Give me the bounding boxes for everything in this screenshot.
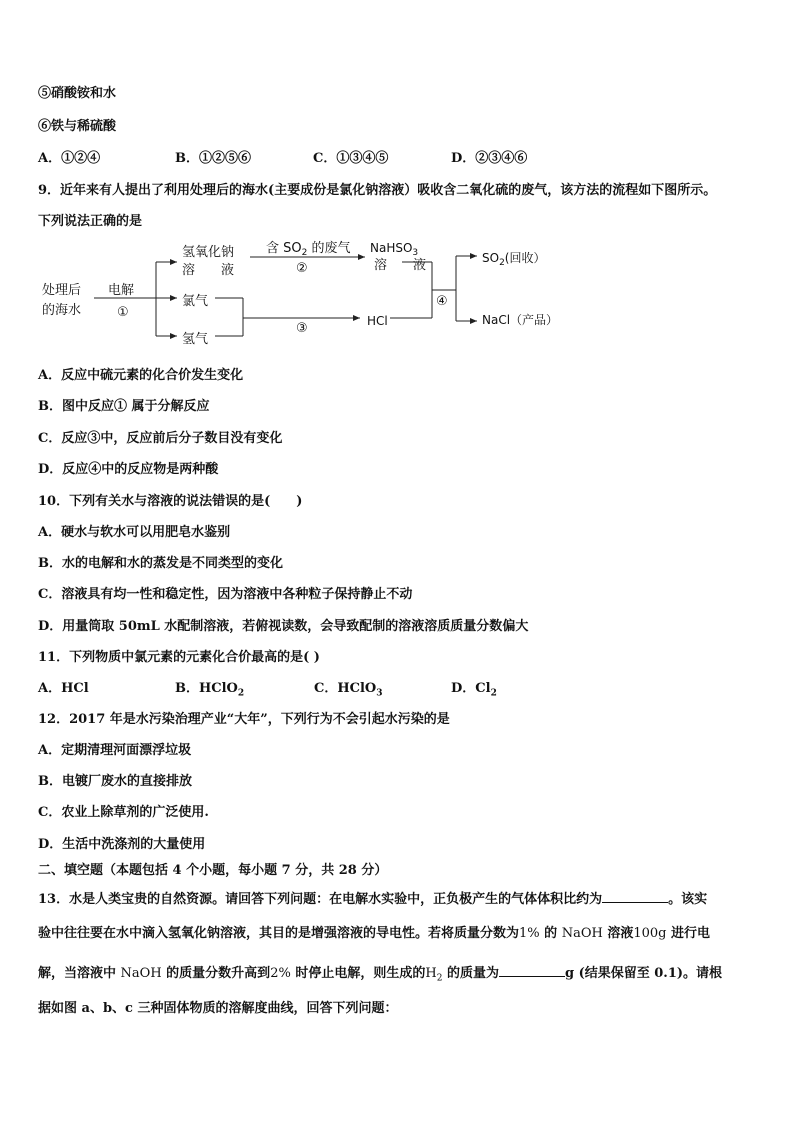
q9-stem-line1: 9．近年来有人提出了利用处理后的海水(主要成份是氯化钠溶液）吸收含二氧化硫的废气，该方法的流程如下图所示。 [38,183,717,198]
q11-option-d: D．$Cl_2$ [451,681,497,699]
q10-option-b: B．水的电解和水的蒸发是不同类型的变化 [38,556,283,571]
q9-stem-line2: 下列说法正确的是 [38,214,143,229]
hcl-label: HCl [367,314,388,328]
start-label-line2: 的海水 [42,303,82,318]
q13-line4: 据如图 a、b、c 三种固体物质的溶解度曲线，回答下列问题： [38,1001,398,1016]
section-2-heading: 二、填空题（本题包括 4 个小题，每小题 7 分，共 28 分） [38,863,388,878]
q12-option-d: D．生活中洗涤剂的大量使用 [38,837,206,852]
nacl-product-label: NaCl（产品） [482,313,559,327]
q12-option-b: B．电镀厂废水的直接排放 [38,774,192,789]
item-6: ⑥铁与稀硫酸 [38,119,117,134]
naoh-label-line1: 氢氧化钠 [182,245,235,260]
step-2-label: ② [296,261,308,276]
q11-option-a: A．HCl [38,681,89,696]
nahso3-label-line1: NaHSO$_3$ [370,241,419,258]
q10-option-d: D．用量筒取 50mL 水配制溶液，若俯视读数，会导致配制的溶液溶质质量分数偏大 [38,619,529,634]
step-1-label: ① [117,305,129,320]
q11-option-c: C．HClO$_3$ [314,681,383,699]
step-3-label: ③ [296,321,308,336]
q13-line1: 13．水是人类宝贵的自然资源。请回答下列问题：在电解水实验中，正负极产生的气体体积比约为 。该实 [38,892,708,907]
q11-option-b: B．HClO$_2$ [175,681,245,699]
answer-blank-1[interactable] [602,890,668,903]
so2-recovered-label: $SO_2$(回收） [482,251,546,268]
chlorine-label: 氯气 [182,294,209,309]
q10-option-c: C．溶液具有均一性和稳定性，因为溶液中各种粒子保持静止不动 [38,587,413,602]
q13-line2: 验中往往要在水中滴入氢氧化钠溶液，其目的是增强溶液的导电性。若将质量分数为1% 的 NaOH 溶液100g 进行电 [38,926,711,941]
q10-stem: 10．下列有关水与溶液的说法错误的是( ) [38,494,303,509]
naoh-label-line2: 溶 液 [182,263,235,278]
start-label-line1: 处理后 [42,283,82,298]
q12-option-c: C．农业上除草剂的广泛使用. [38,805,209,820]
q9-option-a: A．反应中硫元素的化合价发生变化 [38,368,244,383]
q9-option-b: B．图中反应① 属于分解反应 [38,399,210,414]
q10-option-a: A．硬水与软水可以用肥皂水鉴别 [38,525,231,540]
q12-option-a: A．定期清理河面漂浮垃圾 [38,743,192,758]
step-4-label: ④ [436,294,448,309]
nahso3-label-line2: 溶 液 [374,258,427,273]
so2-waste-gas-label: 含 $SO_2$ 的废气 [266,241,351,258]
q8-option-b: B．①②⑤⑥ [175,151,251,166]
q8-option-d: D．②③④⑥ [451,151,528,166]
q9-flow-diagram [30,232,590,352]
item-5: ⑤硝酸铵和水 [38,86,117,101]
answer-blank-2[interactable] [499,964,565,977]
q11-stem: 11．下列物质中氯元素的元素化合价最高的是( ) [38,650,320,665]
electrolysis-label: 电解 [108,283,135,298]
q8-option-c: C．①③④⑤ [313,151,389,166]
q9-option-c: C．反应③中，反应前后分子数目没有变化 [38,431,283,446]
hydrogen-label: 氢气 [182,332,209,347]
q12-stem: 12．2017 年是水污染治理产业“大年”，下列行为不会引起水污染的是 [38,712,450,727]
q13-line3: 解，当溶液中 NaOH 的质量分数升高到2% 时停止电解，则生成的$H_2$ 的质量为 g (结果保留至 0.1)。请根 [38,966,723,984]
q9-option-d: D．反应④中的反应物是两种酸 [38,462,219,477]
q8-option-a: A．①②④ [38,151,101,166]
